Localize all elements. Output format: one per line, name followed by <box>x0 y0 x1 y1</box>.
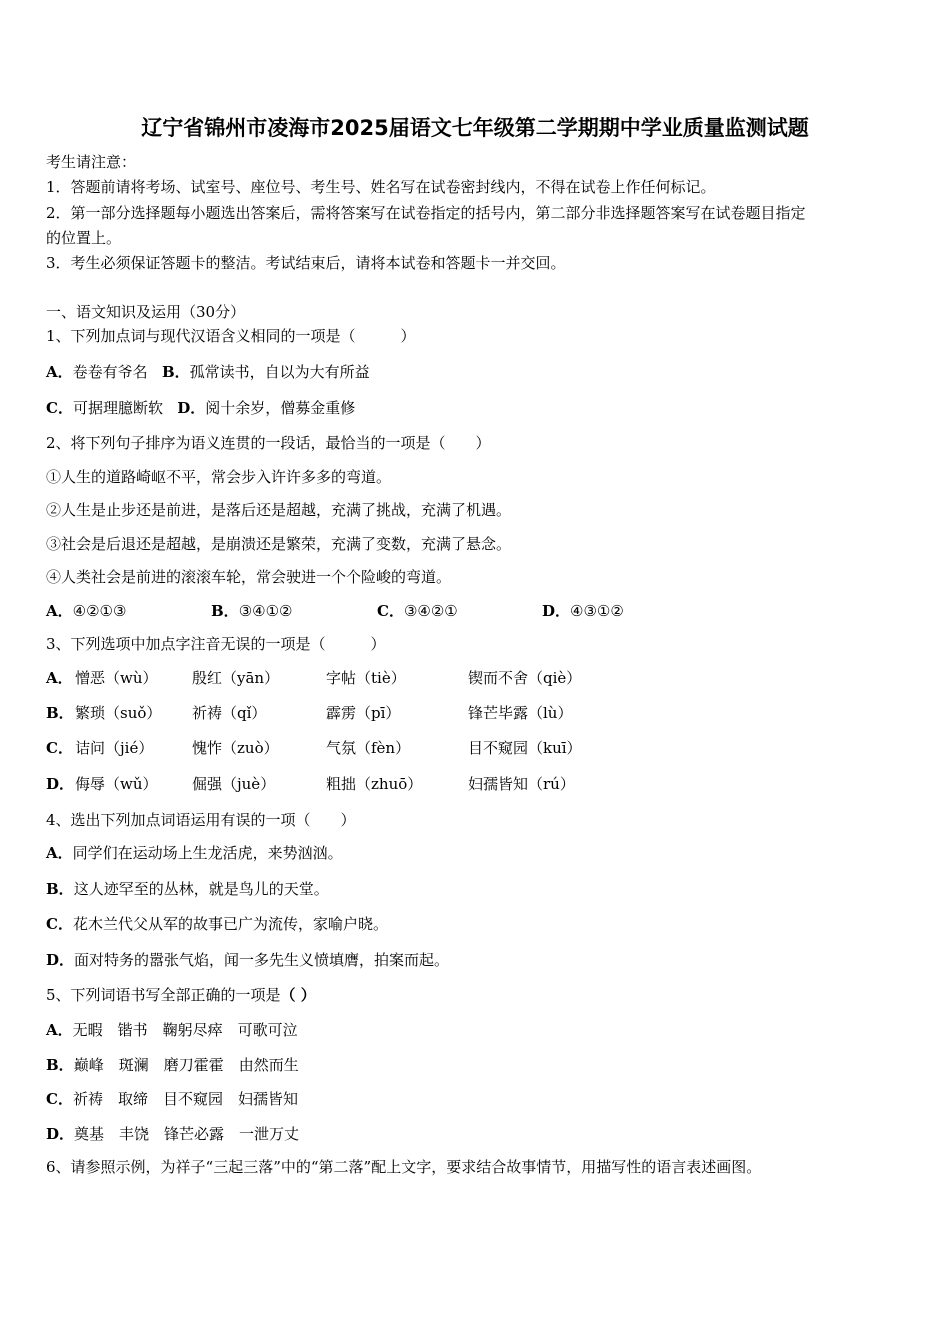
option-label: A． <box>46 844 73 862</box>
question-5-paren: （ ） <box>280 986 316 1004</box>
notice-item-3: 3．考生必须保证答题卡的整洁。考试结束后，请将本试卷和答题卡一并交回。 <box>46 254 566 272</box>
question-3-b-3: 霹雳（pī） <box>326 704 401 722</box>
question-2-sentence-3: ③社会是后退还是超越，是崩溃还是繁荣，充满了变数，充满了悬念。 <box>46 535 512 553</box>
option-label: B． <box>46 704 74 722</box>
option-text: ④②①③ <box>72 602 127 620</box>
question-4-option-a <box>46 843 343 863</box>
option-label: D． <box>542 602 571 620</box>
question-3-d-3: 粗拙（zhuō） <box>326 775 423 793</box>
question-1-options-row1 <box>46 362 370 382</box>
question-6-stem: 6、请参照示例，为祥子“三起三落”中的“第二落”配上文字，要求结合故事情节，用描写性的语言表述画图。 <box>46 1158 762 1176</box>
question-1-stem: 1、下列加点词与现代汉语含义相同的一项是（ ） <box>46 327 416 345</box>
option-text: 面对特务的嚣张气焰，闻一多先生义愤填膺，拍案而起。 <box>74 951 450 969</box>
option-label: C． <box>46 739 73 757</box>
question-5-text: 5、下列词语书写全部正确的一项是 <box>46 986 281 1004</box>
question-2-option-c <box>377 601 458 621</box>
question-2-option-b <box>211 601 292 621</box>
option-label: C． <box>377 602 404 620</box>
question-2-option-d <box>542 601 624 621</box>
question-3-b-2: 祈祷（qǐ） <box>192 704 267 722</box>
option-text: 巅峰 斑澜 磨刀霍霍 由然而生 <box>73 1056 299 1074</box>
option-label: C． <box>46 399 73 417</box>
question-3-label-b <box>46 703 74 723</box>
question-3-a-2: 殷红（yān） <box>192 669 280 687</box>
option-label: B． <box>161 363 190 381</box>
question-3-c-3: 气氛（fèn） <box>326 739 411 757</box>
option-text: ③④②① <box>403 602 458 620</box>
question-3-d-2: 倔强（juè） <box>192 775 276 793</box>
question-3-a-3: 字帖（tiè） <box>326 669 406 687</box>
page-title: 辽宁省锦州市凌海市2025届语文七年级第二学期期中学业质量监测试题 <box>141 116 809 140</box>
option-text: 花木兰代父从军的故事已广为流传，家喻户晓。 <box>72 915 388 933</box>
option-text: 奠基 丰饶 锋芒必露 一泄万丈 <box>74 1125 300 1143</box>
question-3-label-c <box>46 738 73 758</box>
option-text: ③④①② <box>238 602 293 620</box>
question-4-option-b <box>46 879 329 899</box>
question-3-c-4: 目不窥园（kuī） <box>468 739 582 757</box>
question-1-options-row2 <box>46 398 355 418</box>
question-3-label-d <box>46 774 74 794</box>
question-2-sentence-1: ①人生的道路崎岖不平，常会步入许许多多的弯道。 <box>46 468 392 486</box>
section-heading: 一、语文知识及运用（30分） <box>46 303 246 321</box>
question-2-option-a <box>46 601 126 621</box>
question-4-option-d <box>46 950 449 970</box>
notice-item-1: 1．答题前请将考场、试室号、座位号、考生号、姓名写在试卷密封线内，不得在试卷上作任何标记。 <box>46 178 716 196</box>
option-a: 卷卷有爷名 <box>72 363 148 381</box>
question-2-sentence-2: ②人生是止步还是前进，是落后还是超越，充满了挑战，充满了机遇。 <box>46 501 512 519</box>
option-label: D． <box>177 399 206 417</box>
option-label: D． <box>46 775 75 793</box>
notice-item-2-cont: 的位置上。 <box>46 229 122 247</box>
question-4-option-c <box>46 914 388 934</box>
question-5-option-b <box>46 1055 299 1075</box>
option-text: 无暇 锴书 鞠躬尽瘁 可歌可泣 <box>72 1021 298 1039</box>
question-3-c-1: 诘问（jié） <box>75 739 154 757</box>
option-label: A． <box>46 602 73 620</box>
notice-heading: 考生请注意： <box>46 153 137 171</box>
option-label: A． <box>46 363 73 381</box>
option-text: 这人迹罕至的丛林，就是鸟儿的天堂。 <box>73 880 329 898</box>
option-d: 阅十余岁，僧募金重修 <box>205 399 356 417</box>
option-label: B． <box>211 602 239 620</box>
option-label: C． <box>46 1090 73 1108</box>
question-3-c-2: 愧怍（zuò） <box>192 739 279 757</box>
question-3-a-4: 锲而不舍（qiè） <box>468 669 582 687</box>
option-b: 孤常读书，自以为大有所益 <box>189 363 370 381</box>
question-3-stem: 3、下列选项中加点字注音无误的一项是（ ） <box>46 635 386 653</box>
option-label: D． <box>46 951 75 969</box>
question-5-option-a <box>46 1020 298 1040</box>
option-label: D． <box>46 1125 75 1143</box>
option-label: A． <box>46 669 73 687</box>
option-label: A． <box>46 1021 73 1039</box>
question-3-b-4: 锋芒毕露（lù） <box>468 704 573 722</box>
question-3-a-1: 憎恶（wù） <box>75 669 158 687</box>
question-5-option-d <box>46 1124 299 1144</box>
question-2-stem: 2、将下列句子排序为语义连贯的一段话，最恰当的一项是（ ） <box>46 434 491 452</box>
option-text: 祈祷 取缔 目不窥园 妇孺皆知 <box>72 1090 298 1108</box>
question-3-b-1: 繁琐（suǒ） <box>75 704 162 722</box>
option-label: B． <box>46 1056 74 1074</box>
question-2-sentence-4: ④人类社会是前进的滚滚车轮，常会驶进一个个险峻的弯道。 <box>46 568 452 586</box>
question-5-option-c <box>46 1089 298 1109</box>
option-label: C． <box>46 915 73 933</box>
question-3-label-a <box>46 668 73 688</box>
question-3-d-1: 侮辱（wǔ） <box>75 775 158 793</box>
option-text: 同学们在运动场上生龙活虎，来势汹汹。 <box>72 844 343 862</box>
option-text: ④③①② <box>570 602 624 620</box>
question-3-d-4: 妇孺皆知（rú） <box>468 775 575 793</box>
question-5-stem <box>46 985 316 1005</box>
option-c: 可据理臆断软 <box>72 399 163 417</box>
notice-item-2: 2．第一部分选择题每小题选出答案后，需将答案写在试卷指定的括号内，第二部分非选择题答案写在试卷题目指定 <box>46 204 806 222</box>
question-4-stem: 4、选出下列加点词语运用有误的一项（ ） <box>46 811 356 829</box>
option-label: B． <box>46 880 74 898</box>
